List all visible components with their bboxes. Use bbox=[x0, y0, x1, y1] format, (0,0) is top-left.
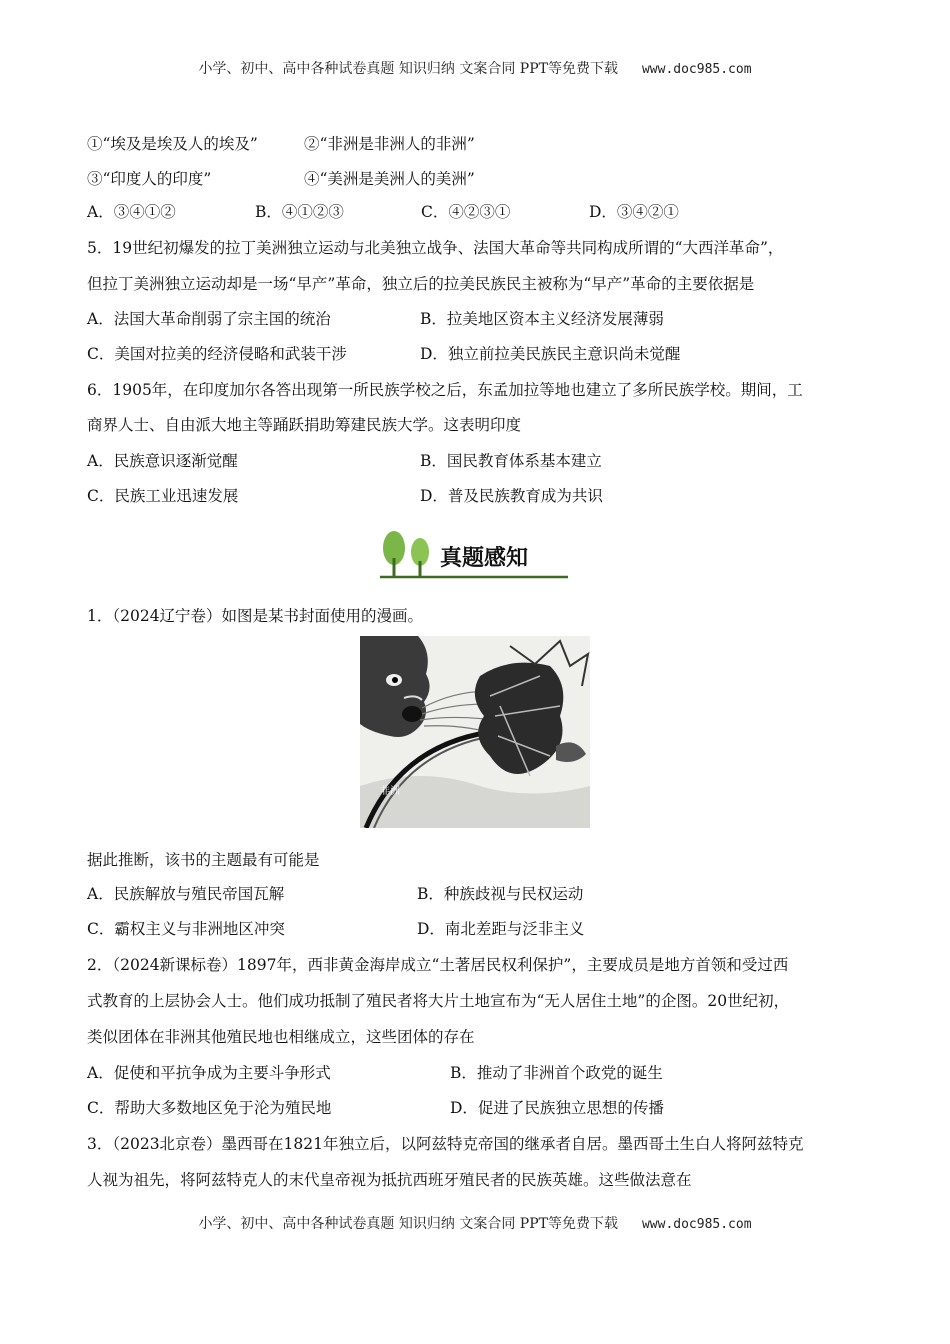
footer-site[interactable]: www.doc985.com bbox=[641, 1217, 752, 1232]
q4-item-4: ④“美洲是美洲人的美洲” bbox=[304, 170, 475, 188]
cartoon-label: 非洲 bbox=[380, 786, 400, 797]
q4-item-1: ①“埃及是埃及人的埃及” bbox=[87, 135, 258, 153]
q5-option-b[interactable]: B．拉美地区资本主义经济发展薄弱 bbox=[420, 310, 664, 328]
r1-after: 据此推断，该书的主题最有可能是 bbox=[87, 851, 320, 869]
q4-option-c[interactable]: C．④②③① bbox=[421, 203, 511, 221]
q6-option-a[interactable]: A．民族意识逐渐觉醒 bbox=[87, 452, 238, 470]
r1-stem: 1．（2024辽宁卷）如图是某书封面使用的漫画。 bbox=[87, 607, 424, 625]
r1-option-b[interactable]: B．种族歧视与民权运动 bbox=[417, 885, 584, 903]
q4-option-b[interactable]: B．④①②③ bbox=[255, 203, 344, 221]
r2-stem-line-1: 2．（2024新课标卷）1897年，西非黄金海岸成立“土著居民权利保护”，主要成员是地方首领和受过西 bbox=[87, 956, 789, 974]
q6-option-d[interactable]: D．普及民族教育成为共识 bbox=[420, 487, 603, 505]
r2-stem-line-3: 类似团体在非洲其他殖民地也相继成立，这些团体的存在 bbox=[87, 1028, 475, 1046]
q5-option-d[interactable]: D．独立前拉美民族民主意识尚未觉醒 bbox=[420, 345, 681, 363]
header-text: 小学、初中、高中各种试卷真题 知识归纳 文案合同 PPT等免费下载 bbox=[198, 61, 618, 77]
q6-option-c[interactable]: C．民族工业迅速发展 bbox=[87, 487, 239, 505]
r1-option-a[interactable]: A．民族解放与殖民帝国瓦解 bbox=[87, 885, 285, 903]
giant-face-icon bbox=[360, 636, 430, 737]
r3-stem-line-2: 人视为祖先，将阿兹特克人的末代皇帝视为抵抗西班牙殖民者的民族英雄。这些做法意在 bbox=[87, 1171, 692, 1189]
page-footer bbox=[0, 1213, 950, 1233]
cartoon-image bbox=[360, 636, 590, 828]
q5-option-c[interactable]: C．美国对拉美的经济侵略和武装干涉 bbox=[87, 345, 347, 363]
r2-option-c[interactable]: C．帮助大多数地区免于沦为殖民地 bbox=[87, 1099, 332, 1117]
q4-option-d[interactable]: D．③④②① bbox=[589, 203, 679, 221]
q6-stem-line-2: 商界人士、自由派大地主等踊跃捐助筹建民族大学。这表明印度 bbox=[87, 416, 522, 434]
header-site[interactable]: www.doc985.com bbox=[641, 62, 752, 77]
q5-stem-line-1: 5．19世纪初爆发的拉丁美洲独立运动与北美独立战争、法国大革命等共同构成所谓的“大西洋革命”， bbox=[87, 239, 784, 257]
r1-option-d[interactable]: D．南北差距与泛非主义 bbox=[417, 920, 585, 938]
section-banner bbox=[372, 528, 572, 584]
r2-option-d[interactable]: D．促进了民族独立思想的传播 bbox=[450, 1099, 664, 1117]
section-title: 真题感知 bbox=[440, 546, 529, 571]
r3-stem-line-1: 3．（2023北京卷）墨西哥在1821年独立后，以阿兹特克帝国的继承者自居。墨西哥土生白人将阿兹特克 bbox=[87, 1135, 804, 1153]
r2-stem-line-2: 式教育的上层协会人士。他们成功抵制了殖民者将大片土地宣布为“无人居住土地”的企图。20世纪初， bbox=[87, 992, 790, 1010]
page-header bbox=[0, 58, 950, 78]
q6-option-b[interactable]: B．国民教育体系基本建立 bbox=[420, 452, 602, 470]
q5-stem-line-2: 但拉丁美洲独立运动却是一场“早产”革命，独立后的拉美民族民主被称为“早产”革命的主要依据是 bbox=[87, 275, 755, 293]
r2-option-a[interactable]: A．促使和平抗争成为主要斗争形式 bbox=[87, 1064, 331, 1082]
r1-option-c[interactable]: C．霸权主义与非洲地区冲突 bbox=[87, 920, 285, 938]
q4-item-2: ②“非洲是非洲人的非洲” bbox=[304, 135, 475, 153]
r2-option-b[interactable]: B．推动了非洲首个政党的诞生 bbox=[450, 1064, 663, 1082]
q4-option-a[interactable]: A．③④①② bbox=[87, 203, 176, 221]
q6-stem-line-1: 6．1905年，在印度加尔各答出现第一所民族学校之后，东孟加拉等地也建立了多所民族学校。期间，工 bbox=[87, 381, 803, 399]
q5-option-a[interactable]: A．法国大革命削弱了宗主国的统治 bbox=[87, 310, 331, 328]
q4-item-3: ③“印度人的印度” bbox=[87, 170, 212, 188]
footer-text: 小学、初中、高中各种试卷真题 知识归纳 文案合同 PPT等免费下载 bbox=[198, 1216, 618, 1232]
tree-icon bbox=[383, 531, 429, 576]
